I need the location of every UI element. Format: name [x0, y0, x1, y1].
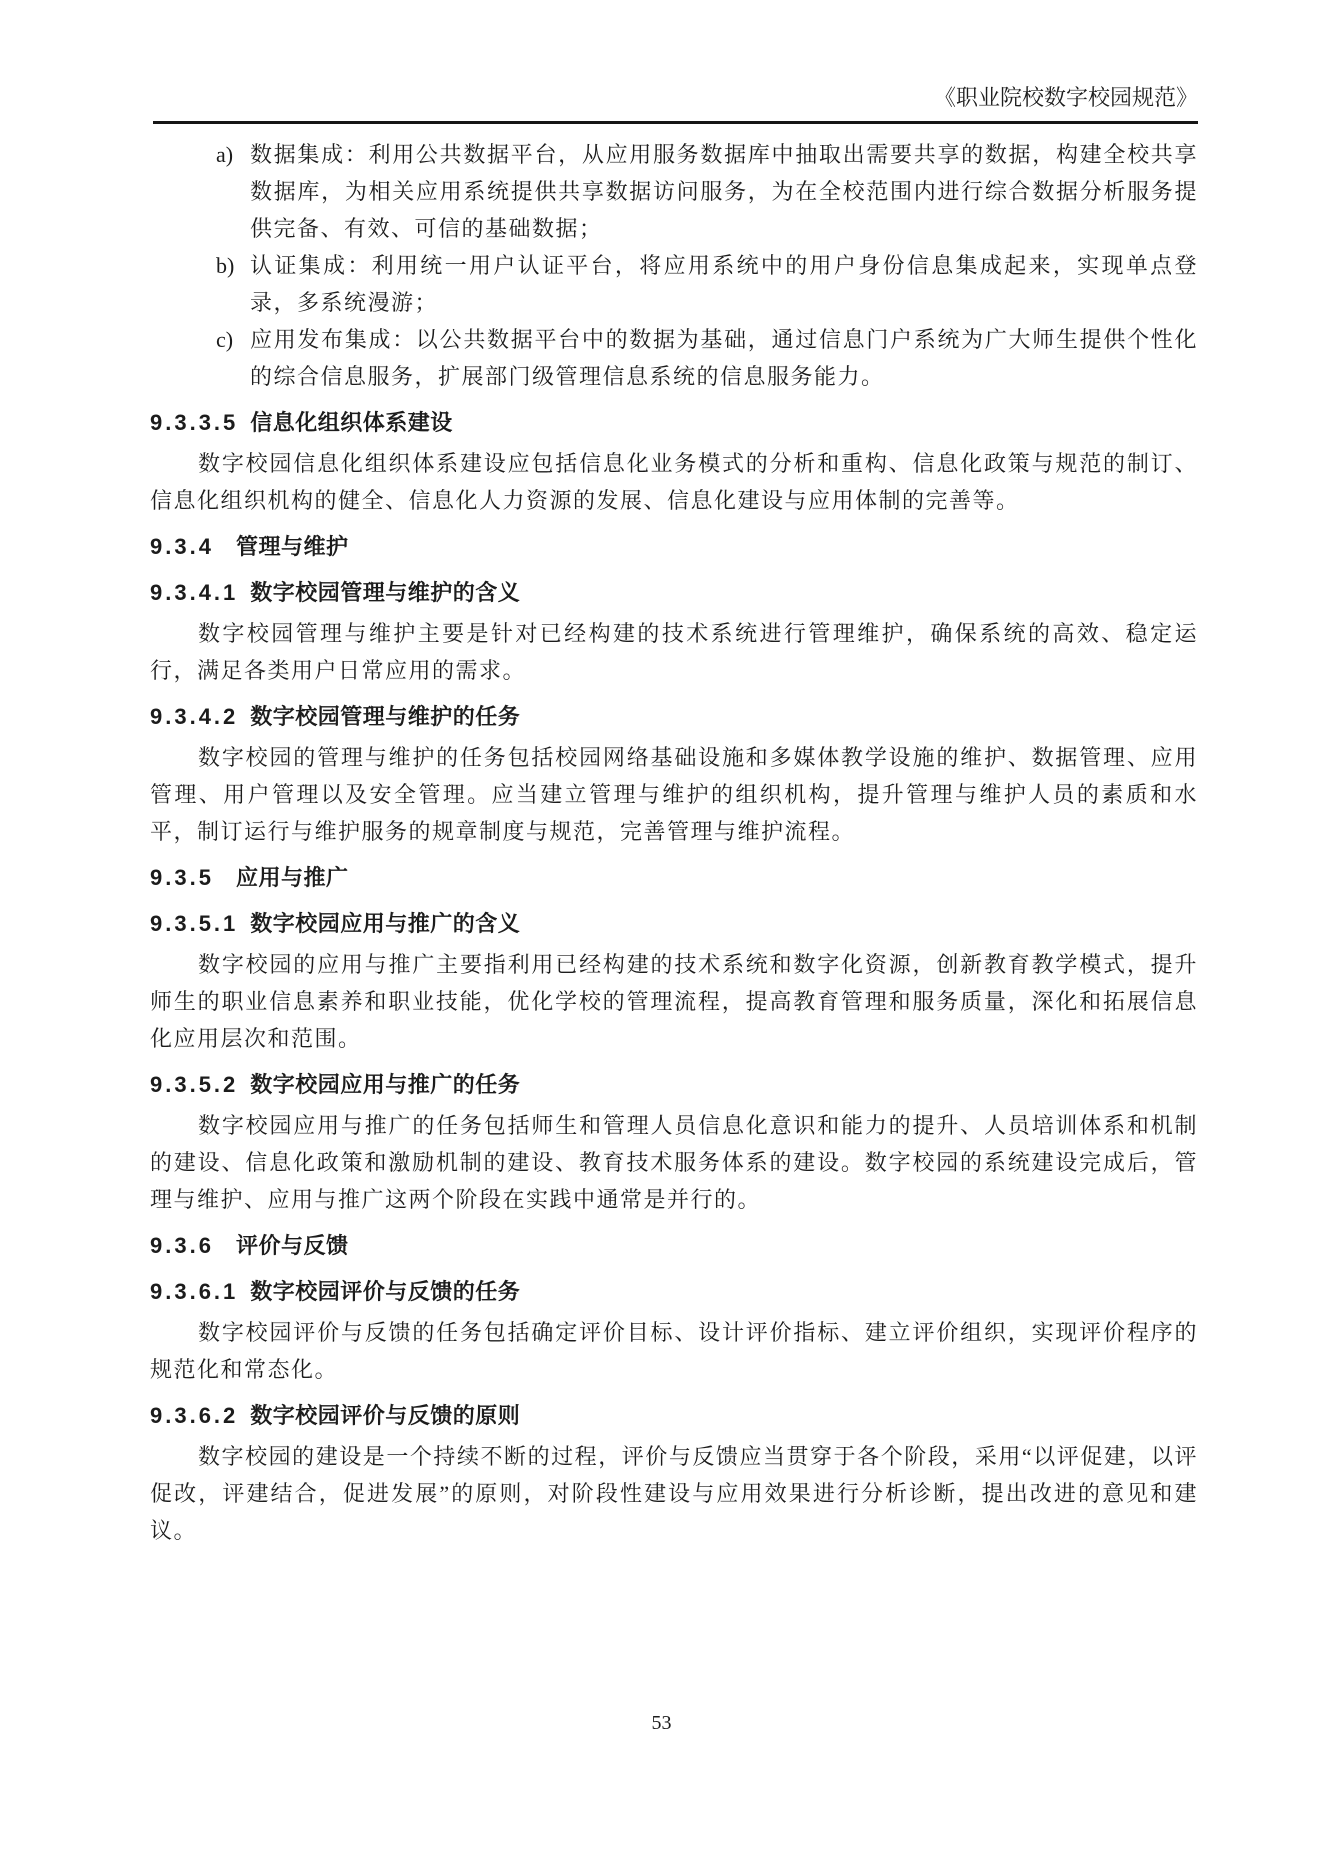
paragraph: 数字校园应用与推广的任务包括师生和管理人员信息化意识和能力的提升、人员培训体系和机制的建设、信息化政策和激励机制的建设、教育技术服务体系的建设。数字校园的系统建设完成后，管理与维护、应用与推广这两个阶段在实践中通常是并行的。 [150, 1113, 1198, 1212]
heading-title: 数字校园应用与推广的任务 [250, 1072, 521, 1097]
section-heading-9335 [150, 404, 1198, 441]
list-item [150, 247, 1198, 321]
list-item-marker: c) [216, 327, 234, 352]
section-heading-934 [150, 528, 1198, 565]
heading-number: 9.3.5.1 [150, 911, 239, 936]
paragraph: 数字校园信息化组织体系建设应包括信息化业务模式的分析和重构、信息化政策与规范的制订、信息化组织机构的健全、信息化人力资源的发展、信息化建设与应用体制的完善等。 [150, 451, 1198, 513]
section-heading-9341 [150, 574, 1198, 611]
page-number: 53 [651, 1712, 672, 1734]
list-item [150, 136, 1198, 247]
heading-title: 管理与维护 [235, 534, 349, 559]
heading-title: 数字校园评价与反馈的原则 [250, 1403, 521, 1428]
document-content [150, 136, 1198, 1549]
section-heading-9352 [150, 1066, 1198, 1103]
heading-title: 信息化组织体系建设 [250, 410, 453, 435]
section-heading-935 [150, 859, 1198, 896]
heading-number: 9.3.6 [150, 1233, 214, 1258]
list-item-text: 认证集成：利用统一用户认证平台，将应用系统中的用户身份信息集成起来，实现单点登录，多系统漫游； [250, 253, 1198, 315]
paragraph: 数字校园的建设是一个持续不断的过程，评价与反馈应当贯穿于各个阶段，采用“以评促建，以评促改，评建结合，促进发展”的原则，对阶段性建设与应用效果进行分析诊断，提出改进的意见和建议。 [150, 1444, 1198, 1543]
heading-title: 数字校园管理与维护的任务 [250, 704, 521, 729]
list-item-marker: b) [216, 253, 235, 278]
heading-number: 9.3.3.5 [150, 410, 239, 435]
heading-number: 9.3.4.2 [150, 704, 239, 729]
heading-number: 9.3.5 [150, 865, 214, 890]
heading-title: 应用与推广 [235, 865, 349, 890]
section-heading-9351 [150, 905, 1198, 942]
section-heading-9361 [150, 1273, 1198, 1310]
heading-title: 数字校园管理与维护的含义 [250, 580, 521, 605]
heading-number: 9.3.6.1 [150, 1279, 239, 1304]
section-heading-9342 [150, 698, 1198, 735]
header-title: 《职业院校数字校园规范》 [933, 85, 1198, 110]
lettered-list [150, 136, 1198, 395]
heading-number: 9.3.4.1 [150, 580, 239, 605]
list-item-text: 应用发布集成：以公共数据平台中的数据为基础，通过信息门户系统为广大师生提供个性化的综合信息服务，扩展部门级管理信息系统的信息服务能力。 [250, 327, 1198, 389]
list-item-text: 数据集成：利用公共数据平台，从应用服务数据库中抽取出需要共享的数据，构建全校共享数据库，为相关应用系统提供共享数据访问服务，为在全校范围内进行综合数据分析服务提供完备、有效、可信的基础数据； [250, 142, 1198, 241]
heading-number: 9.3.6.2 [150, 1403, 239, 1428]
heading-title: 数字校园评价与反馈的任务 [250, 1279, 521, 1304]
page-footer [0, 1712, 1323, 1735]
section-heading-936 [150, 1227, 1198, 1264]
heading-title: 数字校园应用与推广的含义 [250, 911, 521, 936]
heading-number: 9.3.4 [150, 534, 214, 559]
paragraph: 数字校园的管理与维护的任务包括校园网络基础设施和多媒体教学设施的维护、数据管理、应用管理、用户管理以及安全管理。应当建立管理与维护的组织机构，提升管理与维护人员的素质和水平，制订运行与维护服务的规章制度与规范，完善管理与维护流程。 [150, 745, 1198, 844]
section-heading-9362 [150, 1397, 1198, 1434]
heading-title: 评价与反馈 [235, 1233, 349, 1258]
heading-number: 9.3.5.2 [150, 1072, 239, 1097]
page-header [153, 84, 1198, 124]
paragraph: 数字校园的应用与推广主要指利用已经构建的技术系统和数字化资源，创新教育教学模式，提升师生的职业信息素养和职业技能，优化学校的管理流程，提高教育管理和服务质量，深化和拓展信息化应用层次和范围。 [150, 952, 1198, 1051]
paragraph: 数字校园评价与反馈的任务包括确定评价目标、设计评价指标、建立评价组织，实现评价程序的规范化和常态化。 [150, 1320, 1198, 1382]
list-item [150, 321, 1198, 395]
paragraph: 数字校园管理与维护主要是针对已经构建的技术系统进行管理维护，确保系统的高效、稳定运行，满足各类用户日常应用的需求。 [150, 621, 1198, 683]
list-item-marker: a) [216, 142, 234, 167]
